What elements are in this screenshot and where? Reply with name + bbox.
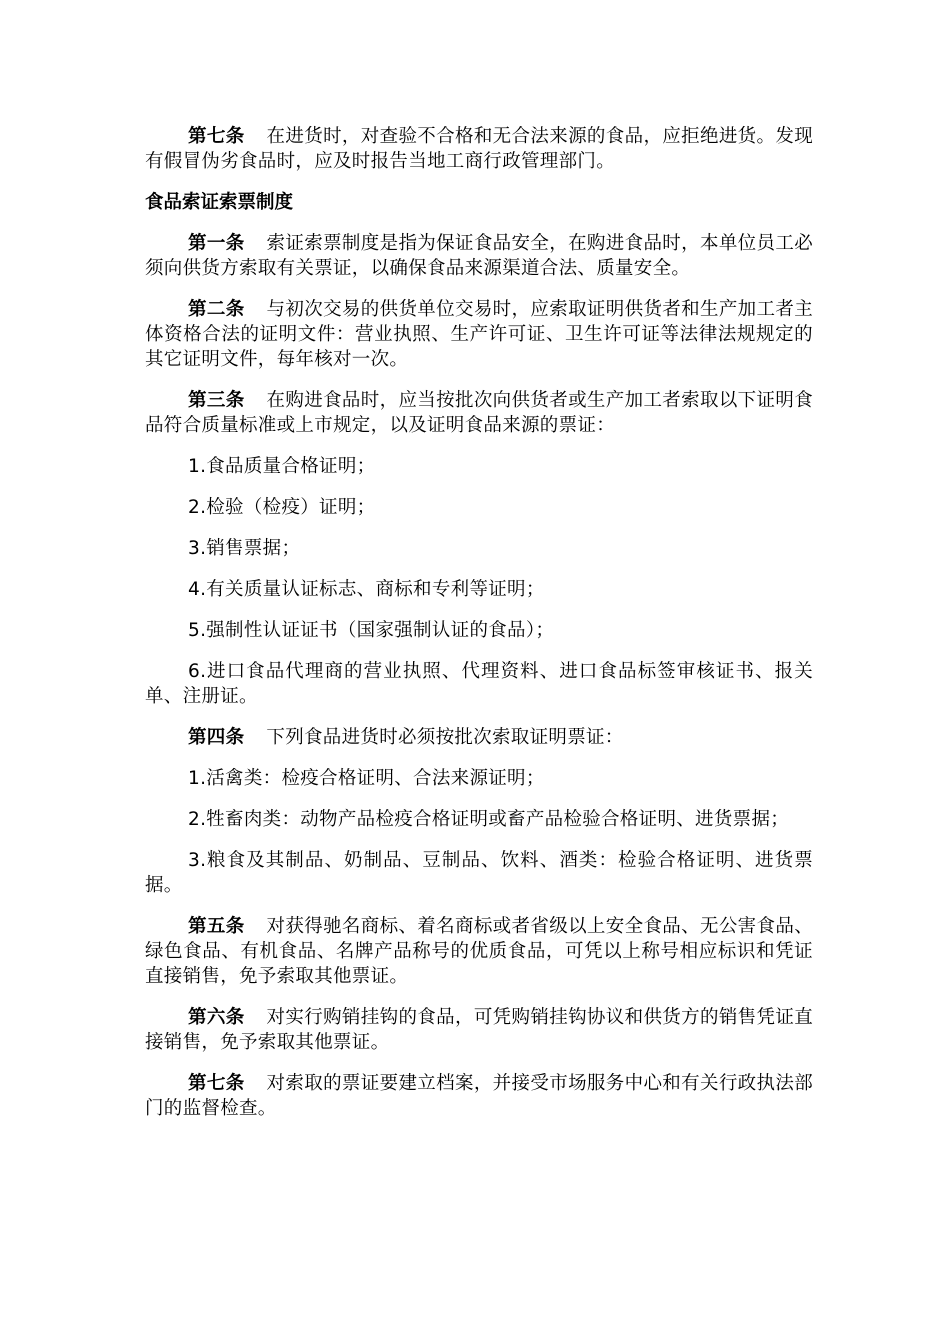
article-six [145, 1005, 813, 1055]
article-text: 对索取的票证要建立档案，并接受市场服务中心和有关行政执法部门的监督检查。 [145, 1073, 814, 1119]
article-title: 第三条 [188, 390, 245, 411]
article-one [145, 231, 813, 281]
list-item: 3.销售票据； [188, 538, 301, 559]
article-title: 第五条 [188, 916, 245, 937]
list-item: 3.粮食及其制品、奶制品、豆制品、饮料、酒类：检验合格证明、进货票据。 [145, 850, 813, 896]
article-seven [145, 1071, 813, 1121]
list-item: 2.检验（检疫）证明； [188, 497, 376, 518]
article-two [145, 297, 813, 372]
list-item: 1.活禽类：检疫合格证明、合法来源证明； [188, 768, 545, 789]
article-title: 第七条 [188, 126, 245, 147]
article-text: 下列食品进货时必须按批次索取证明票证： [266, 727, 624, 748]
article-text: 对获得驰名商标、着名商标或者省级以上安全食品、无公害食品、绿色食品、有机食品、名牌产品称号的优质食品，可凭以上称号相应标识和凭证直接销售，免予索取其他票证。 [145, 916, 814, 987]
article-four [145, 725, 813, 750]
article-title: 第一条 [188, 233, 245, 254]
top-article-seven [145, 124, 813, 174]
list-item: 5.强制性认证证书（国家强制认证的食品）； [188, 620, 555, 641]
article-title: 第二条 [188, 299, 245, 320]
section-heading: 食品索证索票制度 [145, 192, 294, 213]
list-item: 1.食品质量合格证明； [188, 456, 376, 477]
list-item: 2.牲畜肉类：动物产品检疫合格证明或畜产品检验合格证明、进货票据； [188, 809, 790, 830]
article-title: 第七条 [188, 1073, 245, 1094]
list-item: 6.进口食品代理商的营业执照、代理资料、进口食品标签审核证书、报关单、注册证。 [145, 661, 813, 707]
article-text: 对实行购销挂钩的食品，可凭购销挂钩协议和供货方的销售凭证直接销售，免予索取其他票证。 [145, 1007, 814, 1053]
article-five [145, 914, 813, 989]
article-text: 在购进食品时，应当按批次向供货者或生产加工者索取以下证明食品符合质量标准或上市规定，以及证明食品来源的票证： [145, 390, 814, 436]
article-title: 第四条 [188, 727, 245, 748]
article-text: 在进货时，对查验不合格和无合法来源的食品，应拒绝进货。发现有假冒伪劣食品时，应及时报告当地工商行政管理部门。 [145, 126, 814, 172]
article-text: 与初次交易的供货单位交易时，应索取证明供货者和生产加工者主体资格合法的证明文件：营业执照、生产许可证、卫生许可证等法律法规规定的其它证明文件，每年核对一次。 [145, 299, 814, 370]
document-page [145, 124, 813, 1137]
article-three [145, 388, 813, 438]
list-item: 4.有关质量认证标志、商标和专利等证明； [188, 579, 545, 600]
article-text: 索证索票制度是指为保证食品安全，在购进食品时，本单位员工必须向供货方索取有关票证，以确保食品来源渠道合法、质量安全。 [145, 233, 814, 279]
article-title: 第六条 [188, 1007, 245, 1028]
